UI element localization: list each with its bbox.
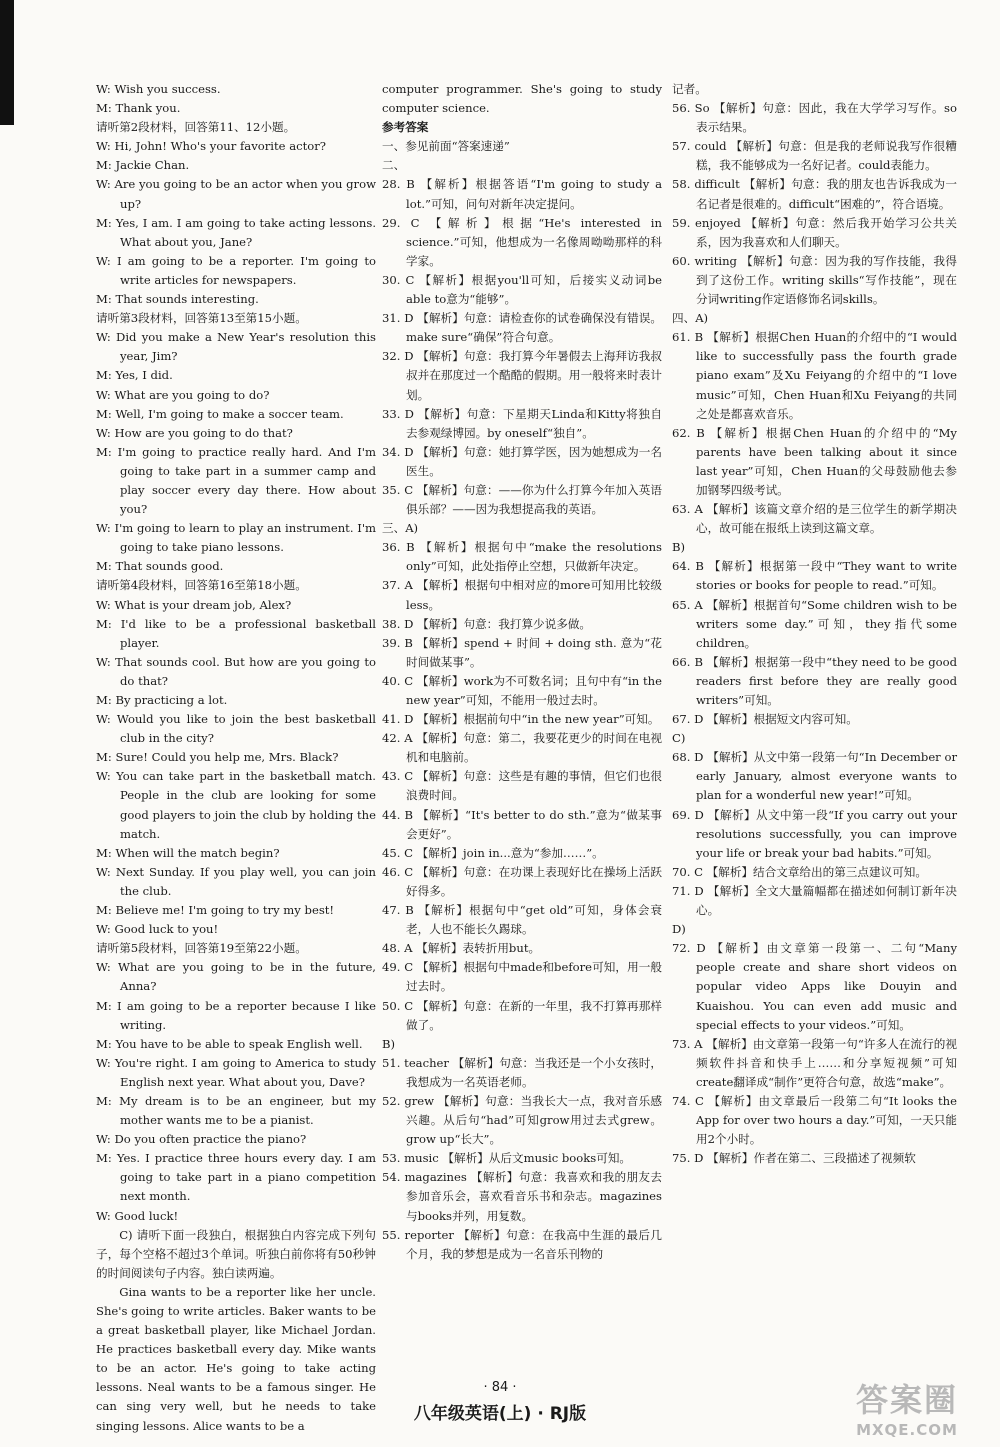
text-line: 44. B 【解析】“It's better to do sth.”意为“做某事会更好”。 <box>382 807 662 841</box>
text-line: 64. B 【解析】根据第一段中“They want to write stories or books for people to read.”可知。 <box>672 559 957 593</box>
text-line: 46. C 【解析】句意：在功课上表现好比在操场上活跃好得多。 <box>382 864 662 898</box>
watermark-url: MXQE.COM <box>856 1421 958 1439</box>
text-line: 62. B 【解析】根据Chen Huan的介绍中的“My parents have been talking about it since last year”可知，Chen Huan的父母鼓励他去参加钢琴四级考试。 <box>672 425 957 497</box>
text-line: 66. B 【解析】根据第一段中“they need to be good readers first before they are really good writers”可知。 <box>672 654 957 707</box>
text-line: W: Hi, John! Who's your favorite actor? <box>96 139 326 154</box>
text-line: 71. D 【解析】全文大量篇幅都在描述如何制订新年决心。 <box>672 883 957 918</box>
text-line: 参考答案 <box>382 120 429 135</box>
text-line: 36. B 【解析】根据句中“make the resolutions only”可知，此处指停止空想，只做新年决定。 <box>382 540 662 574</box>
text-line: M: Sure! Could you help me, Mrs. Black? <box>96 750 339 765</box>
text-line: M: By practicing a lot. <box>96 693 228 707</box>
text-line: 40. C 【解析】work为不可数名词；且句中有“in the new year”可知，不能用一般过去时。 <box>382 673 662 707</box>
text-line: 55. reporter 【解析】句意：在我高中生涯的最后几个月，我的梦想是成为一名音乐刊物的 <box>382 1227 662 1261</box>
text-line: M: I'd like to be a professional basketball player. <box>96 616 376 650</box>
text-line: M: You have to be able to speak English well. <box>96 1036 363 1051</box>
text-line: W: Do you often practice the piano? <box>96 1132 307 1147</box>
text-line: 29. C 【解析】根据“He's interested in science.”可知，他想成为一名像周呦呦那样的科学家。 <box>382 215 662 268</box>
text-line: 请听第2段材料，回答第11、12小题。 <box>96 120 296 135</box>
text-line: 72. D 【解析】由文章第一段第一、二句“Many people create and share short videos on popular video Apps like Douyin and Kuaishou. You can even add music and special effects to your videos.”可知。 <box>672 941 957 1032</box>
text-line: 41. D 【解析】根据前句中“in the new year”可知。 <box>382 712 660 727</box>
text-line: B) <box>382 1036 396 1051</box>
text-line: M: That sounds good. <box>96 559 224 574</box>
text-line: 67. D 【解析】根据短文内容可知。 <box>672 712 858 727</box>
text-line: C) <box>672 731 686 746</box>
text-line: 58. difficult 【解析】句意：我的朋友也告诉我成为一名记者是很难的。difficult“困难的”，符合语境。 <box>672 177 957 211</box>
text-line: 61. B 【解析】根据Chen Huan的介绍中的“I would like to successfully pass the fourth grade piano exam”及Xu Feiyang的介绍中的“I love music”可知，Chen Huan和Xu Feiyang的共同之处是都喜欢音乐。 <box>672 330 957 421</box>
text-line: 59. enjoyed 【解析】句意：然后我开始学习公共关系，因为我喜欢和人们聊天。 <box>672 215 957 249</box>
text-line: W: Good luck to you! <box>96 922 219 937</box>
text-line: 60. writing 【解析】句意：因为我的写作技能，我得到了这份工作。writing skills“写作技能”，现在分词writing作定语修饰名词skills。 <box>672 253 957 307</box>
text-line: D) <box>672 922 686 937</box>
text-line: W: You can take part in the basketball match. People in the club are looking for some good players to join the club by holding the match. <box>96 769 376 841</box>
text-line: M: That sounds interesting. <box>96 292 259 307</box>
text-line: 51. teacher 【解析】句意：当我还是一个小女孩时，我想成为一名英语老师。 <box>382 1055 662 1089</box>
book-title: 八年级英语(上) · RJ版 <box>413 1404 587 1424</box>
text-line: 37. A 【解析】根据句中相对应的more可知用比较级less。 <box>382 578 662 612</box>
text-line: W: You're right. I am going to America to study English next year. What about you, Dave? <box>96 1055 376 1089</box>
text-line: 请听第3段材料，回答第13至第15小题。 <box>96 311 307 326</box>
text-line: 50. C 【解析】句意：在新的一年里，我不打算再那样做了。 <box>382 998 662 1032</box>
text-line: W: What are you going to be in the future, Anna? <box>96 960 376 994</box>
text-line: 28. B 【解析】根据答语“I'm going to study a lot.”可知，问句对新年决定提问。 <box>382 177 662 211</box>
text-line: B) <box>672 540 686 555</box>
text-line: 63. A 【解析】该篇文章介绍的是三位学生的新学期决心，故可能在报纸上读到这篇文章。 <box>672 502 957 536</box>
text-line: W: How are you going to do that? <box>96 425 293 440</box>
text-line: 56. So 【解析】句意：因此，我在大学学习写作。so表示结果。 <box>672 101 957 135</box>
text-line: M: I am going to be a reporter because I like writing. <box>96 998 376 1032</box>
text-line: 49. C 【解析】根据句中made和before可知，用一般过去时。 <box>382 960 662 994</box>
text-line: 31. D 【解析】句意：请检查你的试卷确保没有错误。make sure“确保”符合句意。 <box>382 311 662 345</box>
text-line: C) 请听下面一段独白，根据独白内容完成下列句子，每个空格不超过3个单词。听独白前你将有50秒钟的时间阅读句子内容。独白读两遍。 <box>96 1227 376 1280</box>
text-line: W: Are you going to be an actor when you grow up? <box>96 177 376 211</box>
text-line: 47. B 【解析】根据句中“get old”可知，身体会衰老，人也不能长久踢球。 <box>382 903 662 937</box>
watermark-logo: 答案圈 <box>855 1381 958 1419</box>
text-line: 请听第5段材料，回答第19至第22小题。 <box>96 941 307 956</box>
text-line: 30. C 【解析】根据you'll可知，后接实义动词be able to意为“能够”。 <box>382 272 662 307</box>
text-line: W: Next Sunday. If you play well, you can join the club. <box>96 864 376 898</box>
text-line: 43. C 【解析】句意：这些是有趣的事情，但它们也很浪费时间。 <box>382 769 662 803</box>
text-line: 42. A 【解析】句意：第二，我要花更少的时间在电视机和电脑前。 <box>382 731 662 765</box>
text-line: 52. grew 【解析】句意：当我长大一点，我对音乐感兴趣。从后句“had”可知grow用过去式grew。grow up“长大”。 <box>382 1093 662 1147</box>
text-line: M: Yes, I did. <box>96 368 173 383</box>
text-line: M: I'm going to practice really hard. And I'm going to take part in a summer camp and play soccer every day there. How about you? <box>96 444 376 517</box>
text-line: 48. A 【解析】表转折用but。 <box>382 941 541 956</box>
text-line: M: Believe me! I'm going to try my best! <box>96 903 335 918</box>
text-line: 32. D 【解析】句意：我打算今年暑假去上海拜访我叔叔并在那度过一个酷酷的假期。用一般将来时表计划。 <box>382 349 662 402</box>
text-line: W: I am going to be a reporter. I'm going to write articles for newspapers. <box>96 253 376 287</box>
text-line: 54. magazines 【解析】句意：我喜欢和我的朋友去参加音乐会，喜欢看音乐书和杂志。magazines与books并列，用复数。 <box>382 1170 662 1223</box>
text-line: 74. C 【解析】由文章最后一段第二句“It looks the App for over two hours a day.”可知，一天只能用2个小时。 <box>672 1093 957 1147</box>
text-line: W: I'm going to learn to play an instrument. I'm going to take piano lessons. <box>96 521 376 555</box>
right-column <box>672 80 957 1168</box>
text-line: M: My dream is to be an engineer, but my mother wants me to be a pianist. <box>96 1093 376 1128</box>
page-number: · 84 · <box>483 1380 517 1395</box>
text-line: 四、A) <box>672 311 709 326</box>
text-line: W: Would you like to join the best basketball club in the city? <box>96 712 376 746</box>
text-line: 请听第4段材料，回答第16至第18小题。 <box>96 578 307 593</box>
text-line: M: Thank you. <box>96 101 181 116</box>
text-line: 记者。 <box>672 82 707 96</box>
watermark <box>832 1375 982 1439</box>
text-line: 35. C 【解析】句意：——你为什么打算今年加入英语俱乐部？——因为我想提高我的英语。 <box>382 482 662 517</box>
text-line: 73. A 【解析】由文章第一段第一句“许多人在流行的视频软件抖音和快手上……和分享短视频”可知create翻译成“制作”更符合句意，故选“make”。 <box>672 1036 957 1089</box>
text-line: 75. D 【解析】作者在第二、三段描述了视频软 <box>672 1151 916 1166</box>
text-line: M: When will the match begin? <box>96 845 280 860</box>
text-line: 33. D 【解析】句意：下星期天Linda和Kitty将独自去参观绿博园。by oneself“独自”。 <box>382 406 662 440</box>
text-line: M: Yes, I am. I am going to take acting lessons. What about you, Jane? <box>96 215 376 249</box>
text-line: W: Wish you success. <box>96 82 221 96</box>
text-line: 39. B 【解析】spend + 时间 + doing sth. 意为“花时间做某事”。 <box>382 635 662 669</box>
text-line: W: What is your dream job, Alex? <box>96 597 292 612</box>
text-line: 69. D 【解析】从文中第一段“If you carry out your resolutions successfully, you can improve your life or break your bad habits.”可知。 <box>672 807 957 860</box>
text-line: M: Well, I'm going to make a soccer team. <box>96 406 344 421</box>
text-line: M: Jackie Chan. <box>96 158 190 173</box>
page-edge-mark <box>0 0 14 125</box>
text-line: 45. C 【解析】join in...意为“参加……”。 <box>382 845 604 860</box>
text-line: 53. music 【解析】从后文music books可知。 <box>382 1151 632 1166</box>
text-line: Gina wants to be a reporter like her uncle. She's going to write articles. Baker wants to be a great basketball player, like Michael Jordan. He practices basketball every day. Mike wants to be an actor. He's going to take acting lessons. Neal wants to be a famous singer. He can sing very well, but he needs to take singing lessons. Alice wants to be a <box>96 1284 376 1433</box>
text-line: computer programmer. She's going to study computer science. <box>382 82 662 116</box>
text-line: 一、参见前面“答案速递” <box>382 139 510 154</box>
middle-column <box>382 80 662 1264</box>
text-line: 68. D 【解析】从文中第一段第一句“In December or early January, almost everyone wants to plan for a wonderful new year!”可知。 <box>672 750 957 803</box>
text-line: W: What are you going to do? <box>96 387 270 402</box>
text-line: 70. C 【解析】结合文章给出的第三点建议可知。 <box>672 864 927 879</box>
text-line: 二、 <box>382 158 406 173</box>
text-line: W: That sounds cool. But how are you going to do that? <box>96 654 376 688</box>
text-line: 三、A) <box>382 521 419 536</box>
text-line: W: Good luck! <box>96 1208 179 1223</box>
text-line: W: Did you make a New Year's resolution this year, Jim? <box>96 330 376 364</box>
text-line: 34. D 【解析】句意：她打算学医，因为她想成为一名医生。 <box>382 444 662 478</box>
text-line: M: Yes. I practice three hours every day. I am going to take part in a piano competition next month. <box>96 1151 376 1204</box>
left-column <box>96 80 376 1436</box>
text-line: 57. could 【解析】句意：但是我的老师说我写作很糟糕，我不能够成为一名好记者。could表能力。 <box>672 139 957 173</box>
text-line: 65. A 【解析】根据首句“Some children wish to be writers some day.”可知，they指代some children。 <box>672 597 957 650</box>
text-line: 38. D 【解析】句意：我打算少说多做。 <box>382 616 592 631</box>
